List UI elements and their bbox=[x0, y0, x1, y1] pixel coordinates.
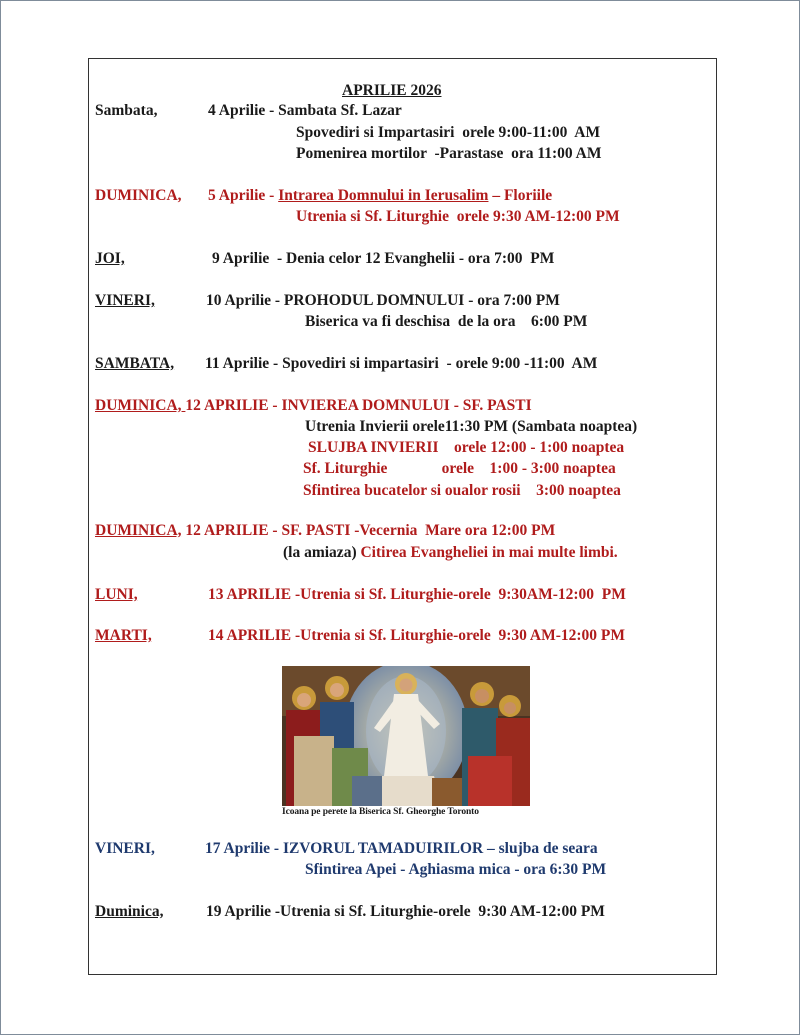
entry-detail: Spovediri si Impartasiri orele 9:00-11:00 AM bbox=[296, 124, 601, 141]
entry-header bbox=[95, 397, 532, 415]
resurrection-icon bbox=[282, 666, 530, 806]
day-label: LUNI, bbox=[95, 586, 138, 603]
entry-detail: Utrenia si Sf. Liturghie orele 9:30 AM-12:00 PM bbox=[296, 208, 620, 225]
entry-date: 11 Aprilie bbox=[205, 355, 270, 372]
entry-date: 4 Aprilie bbox=[208, 102, 266, 119]
day-label: VINERI, bbox=[95, 840, 155, 857]
entry-description: Intrarea Domnului in Ierusalim bbox=[278, 187, 489, 204]
entry-note-red: Citirea Evangheliei in mai multe limbi. bbox=[360, 544, 618, 561]
day-label: SAMBATA, bbox=[95, 355, 175, 372]
entry-description: - Denia celor 12 Evanghelii - ora 7:00 PM bbox=[269, 250, 555, 267]
entry-dash: - bbox=[270, 840, 283, 857]
entry-date: 9 Aprilie bbox=[212, 250, 270, 267]
entry-detail: Pomenirea mortilor -Parastase ora 11:00 AM bbox=[296, 145, 602, 162]
entry-detail bbox=[283, 544, 618, 562]
entry-description: - Spovediri si impartasiri - orele 9:00 -11:00 AM bbox=[269, 355, 598, 372]
day-label: DUMINICA, bbox=[95, 522, 182, 539]
day-label: JOI, bbox=[95, 250, 125, 267]
entry-description: - Sambata Sf. Lazar bbox=[265, 102, 402, 119]
page-title: APRILIE 2026 bbox=[342, 82, 442, 99]
entry-description: 13 APRILIE -Utrenia si Sf. Liturghie-orele 9:30AM-12:00 PM bbox=[208, 586, 626, 603]
entry-description: 12 APRILIE - INVIEREA DOMNULUI - SF. PASTI bbox=[185, 397, 532, 414]
day-label: DUMINICA, bbox=[95, 397, 186, 414]
day-label: MARTI, bbox=[95, 627, 152, 644]
entry-date: 5 Aprilie bbox=[208, 187, 266, 204]
entry-dash: - bbox=[265, 187, 279, 204]
entry-note: (la amiaza) bbox=[283, 544, 361, 561]
entry-detail: Biserica va fi deschisa de la ora 6:00 PM bbox=[305, 313, 588, 330]
entry-date: 17 Aprilie bbox=[205, 840, 271, 857]
entry-detail: Sfintirea Apei - Aghiasma mica - ora 6:30 PM bbox=[305, 861, 607, 878]
entry-header bbox=[212, 250, 554, 268]
day-label: Duminica, bbox=[95, 903, 164, 920]
entry-detail: Utrenia Invierii orele11:30 PM (Sambata noaptea) bbox=[305, 418, 638, 435]
entry-description: 14 APRILIE -Utrenia si Sf. Liturghie-orele 9:30 AM-12:00 PM bbox=[208, 627, 626, 644]
day-label: VINERI, bbox=[95, 292, 155, 309]
entry-header bbox=[205, 355, 597, 373]
entry-header bbox=[205, 840, 598, 858]
day-label: Sambata, bbox=[95, 102, 158, 119]
entry-header bbox=[206, 292, 560, 310]
entry-description: 12 APRILIE - SF. PASTI -Vecernia Mare ora 12:00 PM bbox=[181, 522, 556, 539]
entry-description: IZVORUL TAMADUIRILOR – slujba de seara bbox=[282, 840, 598, 857]
entry-suffix: – Floriile bbox=[488, 187, 553, 204]
entry-header bbox=[208, 187, 552, 205]
entry-detail: SLUJBA INVIERII orele 12:00 - 1:00 noaptea bbox=[308, 439, 625, 456]
entry-description: - PROHODUL DOMNULUI - ora 7:00 PM bbox=[271, 292, 560, 309]
entry-detail: Sf. Liturghie orele 1:00 - 3:00 noaptea bbox=[303, 460, 616, 477]
entry-header bbox=[95, 522, 555, 540]
entry-description: 19 Aprilie -Utrenia si Sf. Liturghie-orele 9:30 AM-12:00 PM bbox=[206, 903, 605, 920]
entry-detail: Sfintirea bucatelor si oualor rosii 3:00 noaptea bbox=[303, 482, 621, 499]
day-label: DUMINICA, bbox=[95, 187, 182, 204]
icon-caption: Icoana pe perete la Biserica Sf. Gheorghe Toronto bbox=[282, 807, 479, 817]
entry-header bbox=[208, 102, 402, 120]
entry-date: 10 Aprilie bbox=[206, 292, 272, 309]
